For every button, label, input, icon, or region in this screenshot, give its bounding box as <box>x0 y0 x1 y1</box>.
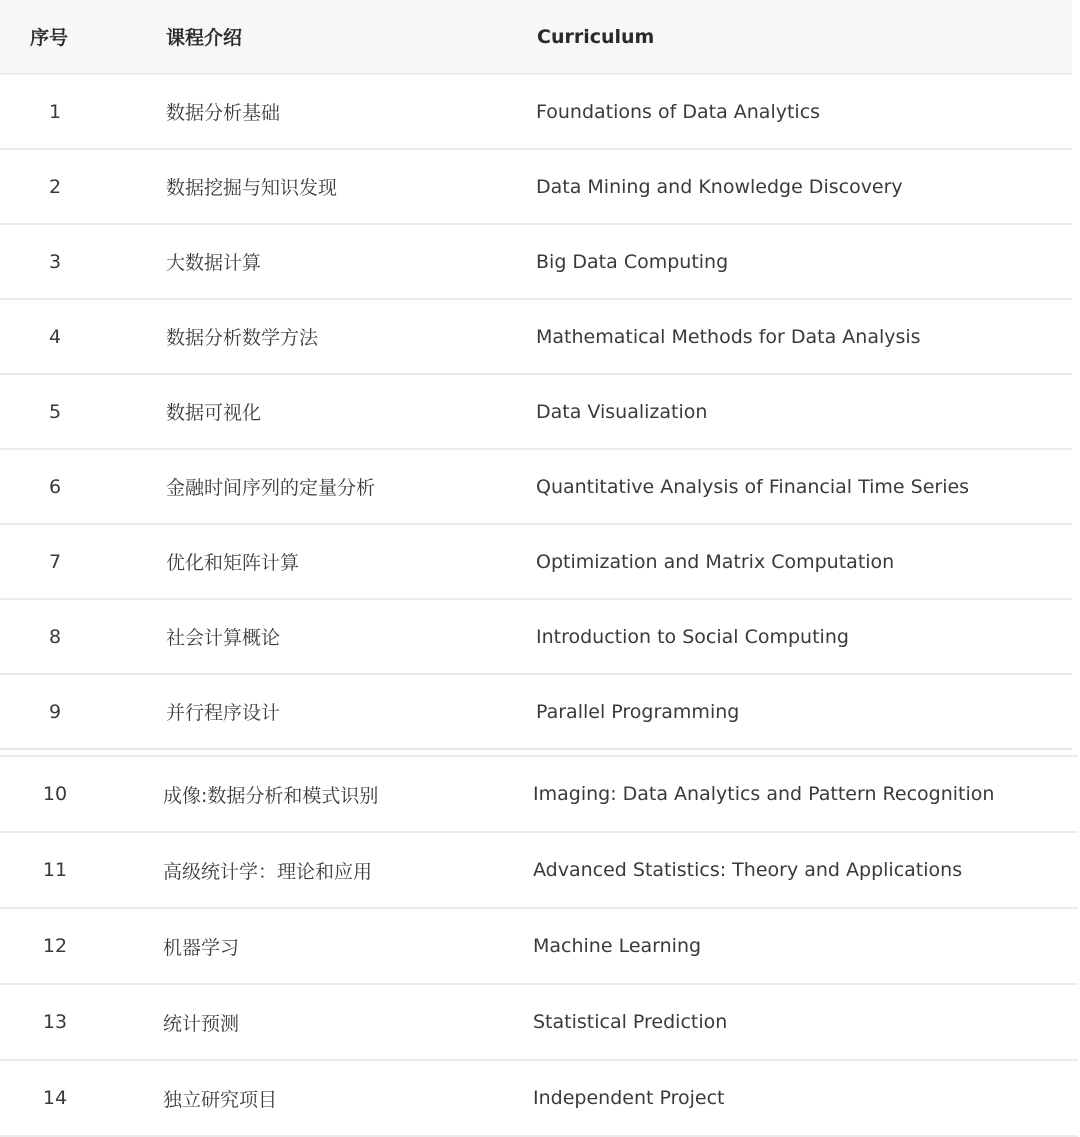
course-number: 9 <box>48 700 62 723</box>
curriculum-table-part2 <box>0 755 1078 1137</box>
course-name-en: Imaging: Data Analytics and Pattern Recognition <box>533 783 995 805</box>
table-header-row <box>0 0 1072 75</box>
table-row <box>0 525 1072 600</box>
course-number: 3 <box>48 250 62 273</box>
table-row <box>0 225 1072 300</box>
table-row <box>0 985 1078 1061</box>
course-number: 6 <box>48 475 62 498</box>
table-row <box>0 600 1072 675</box>
course-number: 4 <box>48 325 62 348</box>
course-name-en: Optimization and Matrix Computation <box>536 550 895 573</box>
course-number: 8 <box>48 625 62 648</box>
table-row <box>0 150 1072 225</box>
course-number: 13 <box>42 1011 68 1033</box>
course-name-en: Independent Project <box>533 1087 725 1109</box>
table-row <box>0 1061 1078 1137</box>
header-no: 序号 <box>29 27 68 49</box>
course-number: 12 <box>42 935 68 957</box>
course-name-en: Statistical Prediction <box>533 1011 728 1033</box>
course-name-cn: 金融时间序列的定量分析 <box>166 477 376 499</box>
course-name-en: Introduction to Social Computing <box>536 625 849 648</box>
course-name-cn: 数据分析基础 <box>166 102 281 124</box>
table-row <box>0 375 1072 450</box>
course-number: 7 <box>48 550 62 573</box>
course-number: 1 <box>48 100 62 123</box>
course-name-en: Big Data Computing <box>536 250 729 273</box>
course-name-cn: 独立研究项目 <box>163 1088 278 1111</box>
course-name-cn: 统计预测 <box>163 1012 240 1035</box>
course-name-cn: 高级统计学：理论和应用 <box>163 860 373 883</box>
course-name-cn: 机器学习 <box>163 936 240 959</box>
course-name-en: Data Mining and Knowledge Discovery <box>536 175 903 198</box>
course-name-cn: 大数据计算 <box>166 252 262 274</box>
table-row <box>0 833 1078 909</box>
course-name-en: Parallel Programming <box>536 700 740 723</box>
course-name-en: Machine Learning <box>533 935 702 957</box>
course-name-cn: 数据可视化 <box>166 402 262 424</box>
course-name-cn: 优化和矩阵计算 <box>166 552 300 574</box>
course-number: 5 <box>48 400 62 423</box>
course-name-cn: 成像:数据分析和模式识别 <box>163 784 379 807</box>
table-row <box>0 75 1072 150</box>
table-row <box>0 450 1072 525</box>
course-name-en: Advanced Statistics: Theory and Applications <box>533 859 963 881</box>
table-row <box>0 300 1072 375</box>
table-row <box>0 909 1078 985</box>
course-name-cn: 并行程序设计 <box>166 702 281 724</box>
course-number: 11 <box>42 859 68 881</box>
course-number: 10 <box>42 783 68 805</box>
course-name-en: Data Visualization <box>536 400 708 423</box>
table-row <box>0 675 1072 750</box>
course-name-cn: 数据分析数学方法 <box>166 327 319 349</box>
course-name-en: Quantitative Analysis of Financial Time Series <box>536 475 970 498</box>
course-name-en: Mathematical Methods for Data Analysis <box>536 325 921 348</box>
course-number: 14 <box>42 1087 68 1109</box>
header-curriculum: Curriculum <box>537 25 655 48</box>
header-course-cn: 课程介绍 <box>166 27 243 49</box>
course-name-cn: 数据挖掘与知识发现 <box>166 177 338 199</box>
table-row <box>0 757 1078 833</box>
course-name-en: Foundations of Data Analytics <box>536 100 821 123</box>
course-number: 2 <box>48 175 62 198</box>
course-name-cn: 社会计算概论 <box>166 627 281 649</box>
